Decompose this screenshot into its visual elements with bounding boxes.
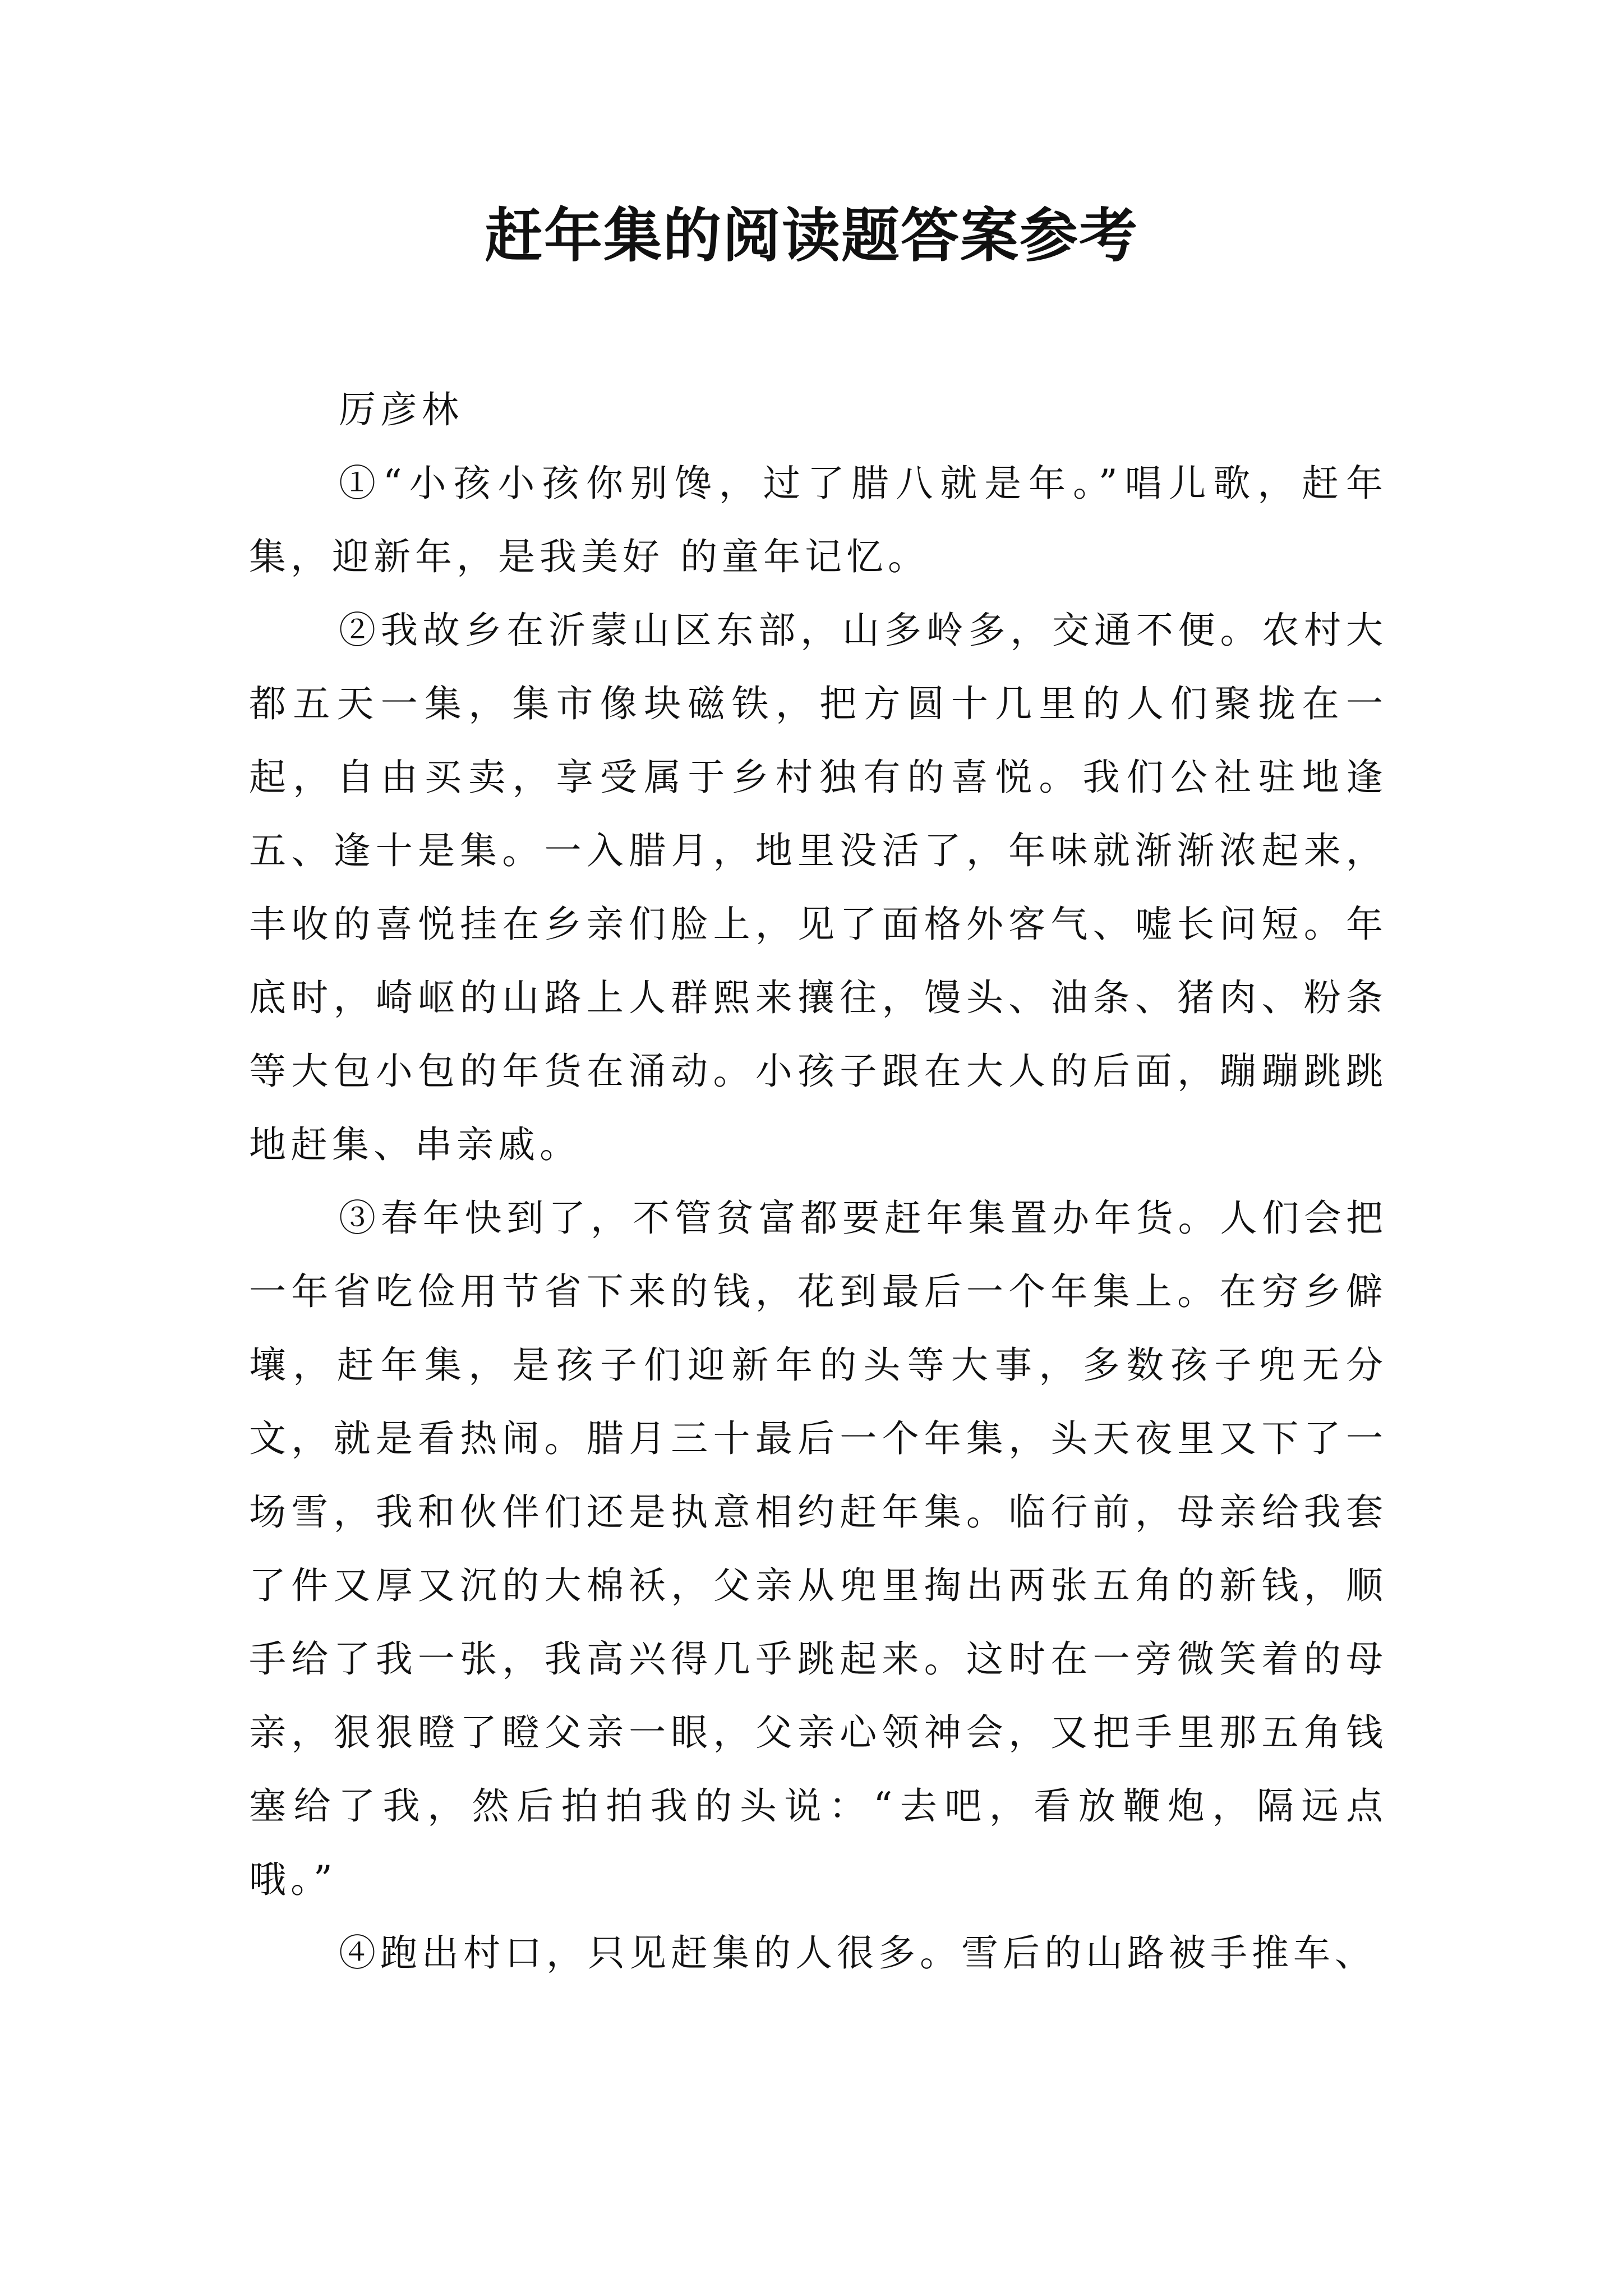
paragraph-2: ②我故乡在沂蒙山区东部，山多岭多，交通不便。农村大都五天一集，集市像块磁铁，把方圆十几里的人们聚拢在一起，自由买卖，享受属于乡村独有的喜悦。我们公社驻地逢五、逢十是集。一入腊月，地里没活了，年味就渐渐浓起来，丰收的喜悦挂在乡亲们脸上，见了面格外客气、嘘长问短。年底时，崎岖的山路上人群熙来攘往，馒头、油条、猪肉、粉条等大包小包的年货在涌动。小孩子跟在大人的后面，蹦蹦跳跳地赶集、串亲戚。: [249, 609, 1387, 1166]
document-body: [249, 373, 1387, 1990]
paragraph-3: ③春年快到了，不管贫富都要赶年集置办年货。人们会把一年省吃俭用节省下来的钱，花到最后一个年集上。在穷乡僻壤，赶年集，是孩子们迎新年的头等大事，多数孩子兜无分文，就是看热闹。腊月三十最后一个年集，头天夜里又下了一场雪，我和伙伴们还是执意相约赶年集。临行前，母亲给我套了件又厚又沉的大棉袄，父亲从兜里掏出两张五角的新钱，顺手给了我一张，我高兴得几乎跳起来。这时在一旁微笑着的母亲，狠狠瞪了瞪父亲一眼，父亲心领神会，又把手里那五角钱塞给了我，然后拍拍我的头说：“去吧，看放鞭炮，隔远点哦。”: [249, 1197, 1387, 1901]
author-line: 厉彦林: [339, 388, 463, 431]
paragraph-4: ④跑出村口，只见赶集的人很多。雪后的山路被手推车、: [339, 1931, 1376, 1975]
document-title: 赶年集的阅读题答案参考: [484, 201, 1138, 270]
paragraph-1: ①“小孩小孩你别馋，过了腊八就是年。”唱儿歌，赶年集，迎新年，是我美好 的童年记忆。: [249, 462, 1387, 578]
